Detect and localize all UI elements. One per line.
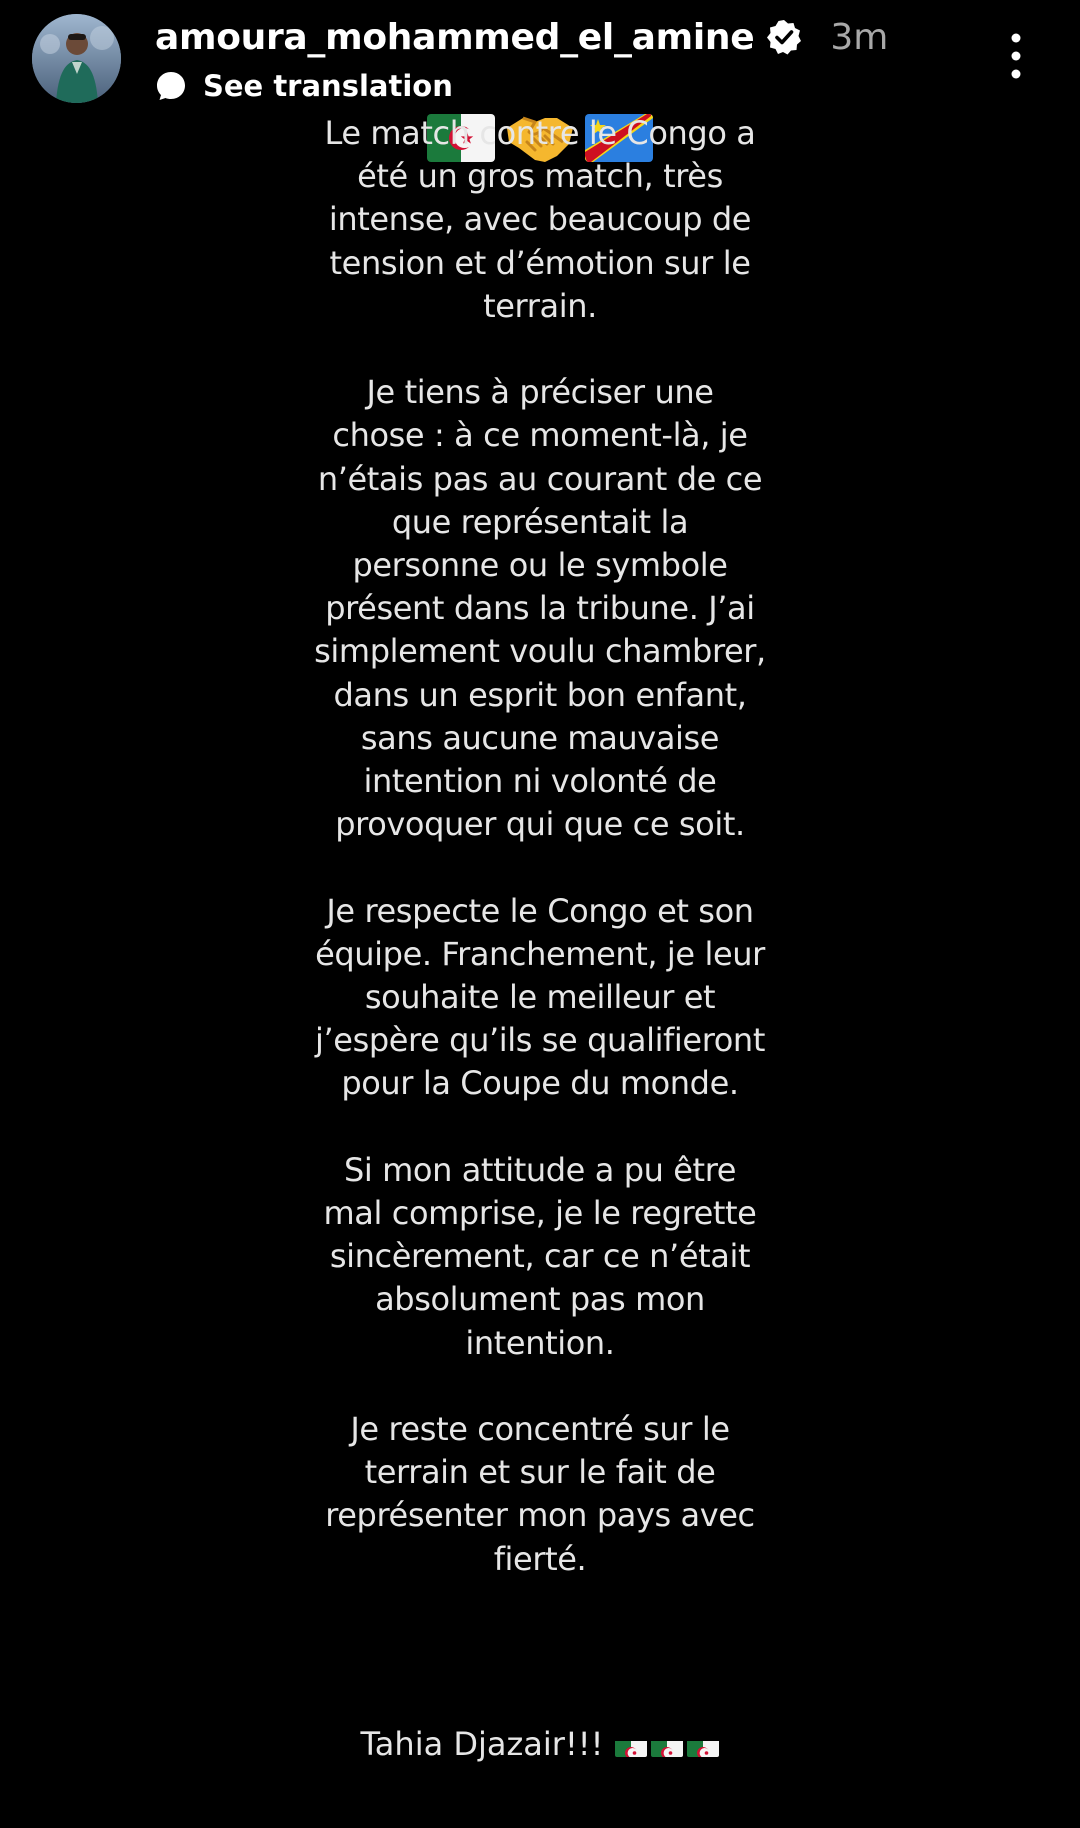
paragraph: Si mon attitude a pu être mal comprise, je le regrette sincèrement, car ce n’était absolument pas mon intention. <box>323 1150 757 1362</box>
closing-line <box>0 1723 1080 1766</box>
verified-badge-icon <box>766 19 802 55</box>
paragraph: Je respecte le Congo et son équipe. Franchement, je leur souhaite le meilleur et j’espère qu’ils se qualifieront pour la Coupe du monde. <box>315 891 765 1103</box>
closing-flags <box>615 1733 719 1757</box>
algeria-flag-icon <box>651 1733 683 1757</box>
more-options-button[interactable] <box>996 26 1036 86</box>
algeria-flag-icon <box>615 1733 647 1757</box>
more-vertical-icon <box>996 26 1036 86</box>
see-translation-button[interactable] <box>155 66 453 106</box>
algeria-flag-icon <box>687 1733 719 1757</box>
paragraph: Je tiens à préciser une chose : à ce moment-là, je n’étais pas au courant de ce que représentait la personne ou le symbole présent dans la tribune. J’ai simplement voulu chambrer, dans un esprit bon enfant, sans aucune mauvaise intention ni volonté de provoquer qui que ce soit. <box>314 373 766 844</box>
profile-avatar[interactable] <box>32 14 121 103</box>
paragraph: Je reste concentré sur le terrain et sur le fait de représenter mon pays avec fierté. <box>325 1410 755 1578</box>
closing-text: Tahia Djazair!!! <box>360 1725 604 1763</box>
username-row <box>155 12 888 62</box>
see-translation-label: See translation <box>203 69 453 103</box>
username[interactable]: amoura_mohammed_el_amine <box>155 16 755 58</box>
paragraph: Le match contre le Congo a été un gros match, très intense, avec beaucoup de tension et d’émotion sur le terrain. <box>324 114 756 325</box>
story-text <box>290 112 790 1581</box>
speech-bubble-icon <box>155 70 187 102</box>
post-time: 3m <box>830 16 889 58</box>
story-header <box>0 0 1080 120</box>
